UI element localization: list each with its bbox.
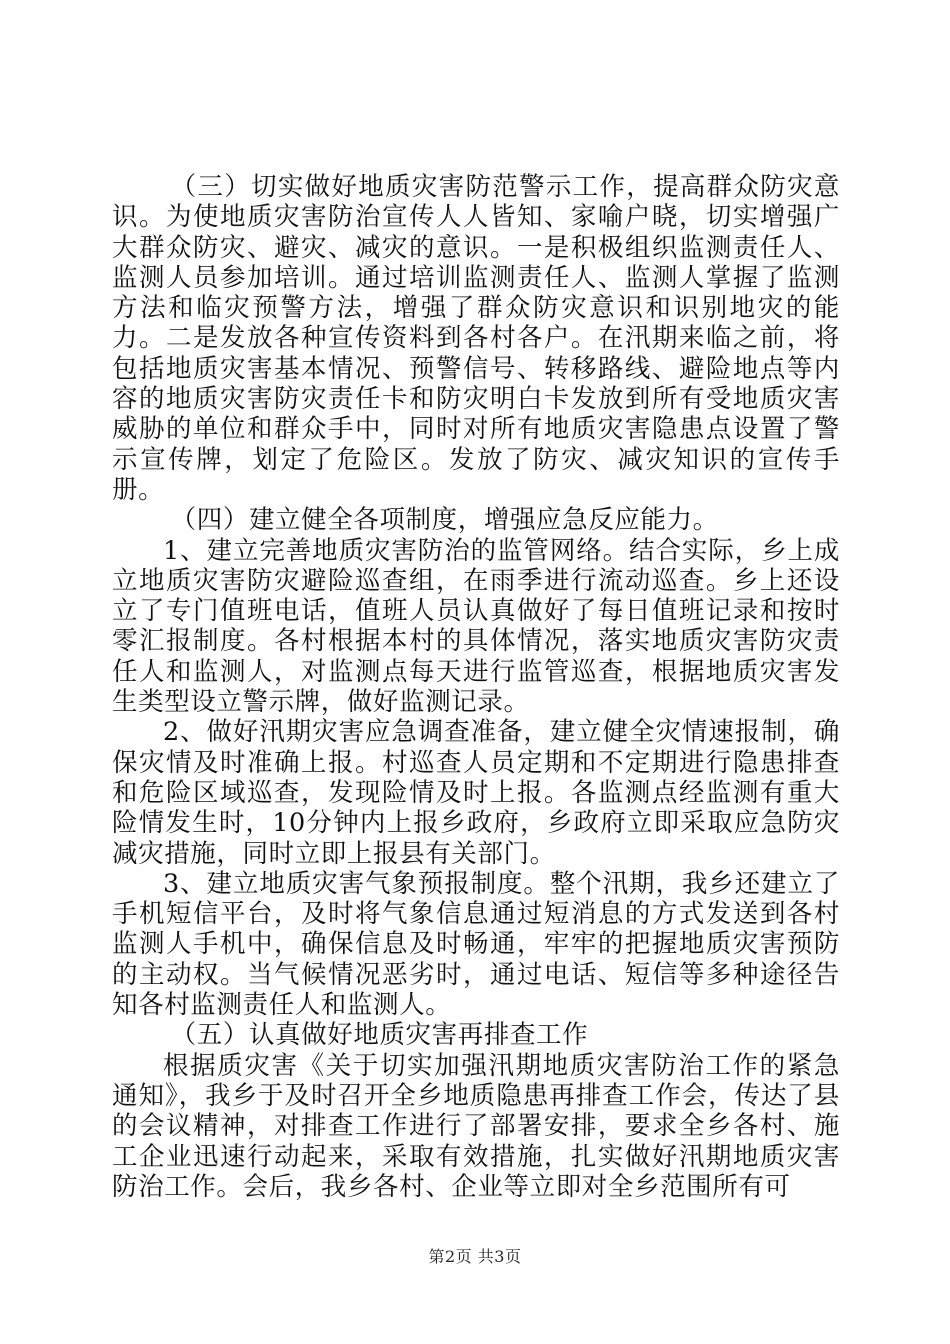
section-four-heading: （四）建立健全各项制度，增强应急反应能力。: [170, 505, 719, 536]
item-one-paragraph: 1、建立完善地质灾害防治的监管网络。结合实际，乡上成立地质灾害防灾避险巡查组，在雨季进行流动巡查。乡上还设立了专门值班电话，值班人员认真做好了每日值班记录和按时零汇报制度。各村根据本村的具体情况，落实地质灾害防灾责任人和监测人，对监测点每天进行监管巡查，根据地质灾害发生类型设立警示牌，做好监测记录。: [112, 535, 840, 718]
section-three-paragraph: （三）切实做好地质灾害防范警示工作，提高群众防灾意识。为使地质灾害防治宣传人人皆知、家喻户晓，切实增强广大群众防灾、避灾、减灾的意识。一是积极组织监测责任人、监测人员参加培训。通过培训监测责任人、监测人掌握了监测方法和临灾预警方法，增强了群众防灾意识和识别地灾的能力。二是发放各种宣传资料到各村各户。在汛期来临之前，将包括地质灾害基本情况、预警信号、转移路线、避险地点等内容的地质灾害防灾责任卡和防灾明白卡发放到所有受地质灾害威胁的单位和群众手中，同时对所有地质灾害隐患点设置了警示宣传牌，划定了危险区。发放了防灾、减灾知识的宣传手册。: [112, 172, 840, 505]
document-body: [112, 172, 840, 1202]
item-two-paragraph: 2、做好汛期灾害应急调查准备，建立健全灾情速报制，确保灾情及时准确上报。村巡查人员定期和不定期进行隐患排查和危险区域巡查，发现险情及时上报。各监测点经监测有重大险情发生时，10分钟内上报乡政府，乡政府立即采取应急防灾减灾措施，同时立即上报县有关部门。: [112, 717, 840, 869]
page-number-footer: 第2页 共3页: [428, 1247, 522, 1266]
section-five-heading: （五）认真做好地质灾害再排查工作: [170, 1020, 589, 1051]
section-five-paragraph: 根据质灾害《关于切实加强汛期地质灾害防治工作的紧急通知》，我乡于及时召开全乡地质隐患再排查工作会，传达了县的会议精神，对排查工作进行了部署安排，要求全乡各村、施工企业迅速行动起来，采取有效措施，扎实做好汛期地质灾害防治工作。会后，我乡各村、企业等立即对全乡范围所有可: [112, 1050, 840, 1202]
item-three-paragraph: 3、建立地质灾害气象预报制度。整个汛期，我乡还建立了手机短信平台，及时将气象信息通过短消息的方式发送到各村监测人手机中，确保信息及时畅通，牢牢的把握地质灾害预防的主动权。当气候情况恶劣时，通过电话、短信等多种途径告知各村监测责任人和监测人。: [112, 868, 840, 1021]
